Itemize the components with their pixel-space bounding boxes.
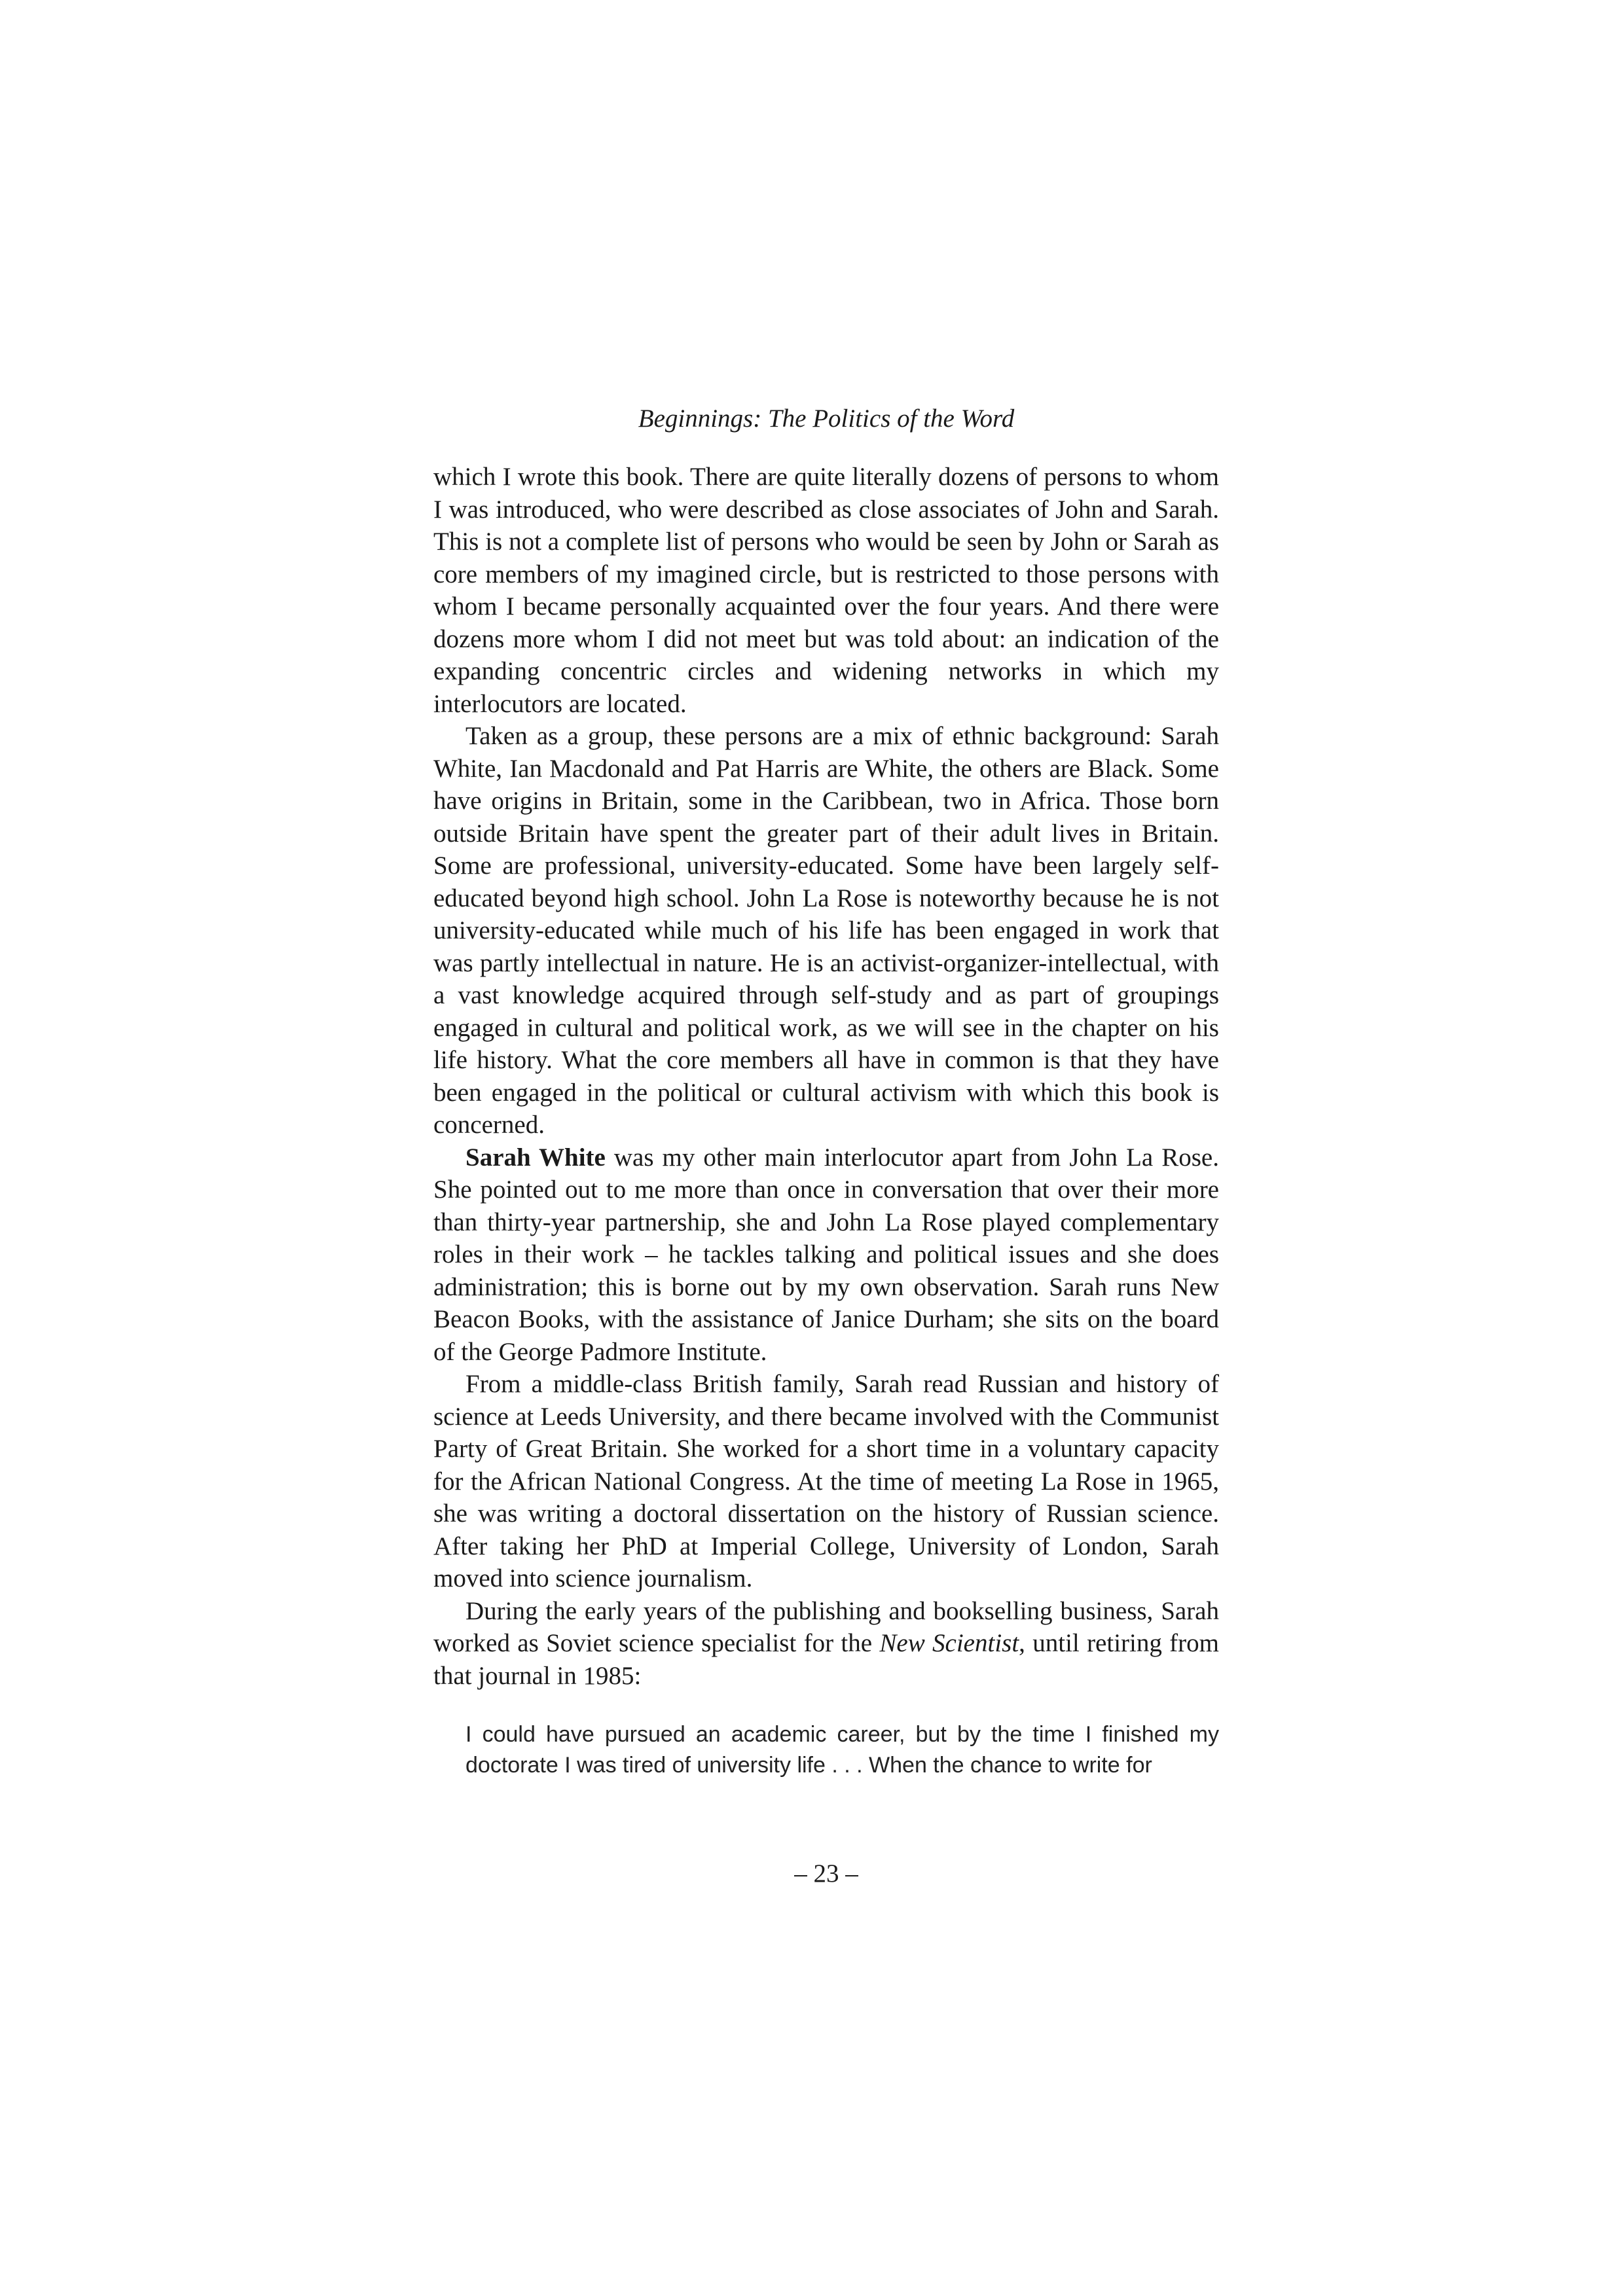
block-quote: I could have pursued an academic career, but by the time I finished my doctorate I was tired of university life . . . When the chance to write for: [465, 1722, 1219, 1778]
paragraph-1: which I wrote this book. There are quite literally dozens of persons to whom I was introduced, who were described as close associates of John and Sarah. This is not a complete list of persons who would be seen by John or Sarah as core members of my imagined circle, but is restricted to those persons with whom I became personally acquainted over the four years. And there were dozens more whom I did not meet but was told about: an indication of the expanding concentric circles and widening networks in which my interlocutors are located.: [433, 463, 1219, 718]
journal-title: New Scientist: [879, 1629, 1019, 1657]
page-number: – 23 –: [794, 1859, 858, 1888]
paragraph-5-text-before: During the early years of the publishing and bookselling business, Sarah worked as Soviet science specialist for the: [433, 1596, 1219, 1657]
body-text: [433, 461, 1219, 1692]
person-name-sarah-white: Sarah White: [465, 1143, 606, 1172]
paragraph-5: [433, 1595, 1219, 1693]
running-head: Beginnings: The Politics of the Word: [638, 404, 1015, 433]
paragraph-2: Taken as a group, these persons are a mix of ethnic background: Sarah White, Ian Macdonald and Pat Harris are White, the others are Black. Some have origins in Britain, some in the Caribbean, two in Africa. Those born outside Britain have spent the greater part of their adult lives in Britain. Some are professional, university-educated. Some have been largely self-educated beyond high school. John La Rose is noteworthy because he is not university-educated while much of his life has been engaged in work that was partly intellectual in nature. He is an activist-organizer-intellectual, with a vast knowledge acquired through self-study and as part of groupings engaged in cultural and political work, as we will see in the chapter on his life history. What the core members all have in common is that they have been engaged in the political or cultural activism with which this book is concerned.: [433, 722, 1219, 1139]
paragraph-5-text-after: , until retiring from that journal in 1985:: [433, 1629, 1219, 1690]
paragraph-4: From a middle-class British family, Sarah read Russian and history of science at Leeds University, and there became involved with the Communist Party of Great Britain. She worked for a short time in a voluntary capacity for the African National Congress. At the time of meeting La Rose in 1965, she was writing a doctoral dissertation on the history of Russian science. After taking her PhD at Imperial College, University of London, Sarah moved into science journalism.: [433, 1370, 1219, 1592]
paragraph-3-text: was my other main interlocutor apart from John La Rose. She pointed out to me more than once in conversation that over their more than thirty-year partnership, she and John La Rose played complementary roles in their work – he tackles talking and political issues and she does administration; this is borne out by my own observation. Sarah runs New Beacon Books, with the assistance of Janice Durham; she sits on the board of the George Padmore Institute.: [433, 1143, 1219, 1366]
paragraph-3: [433, 1141, 1219, 1369]
page-content: [433, 403, 1219, 1781]
